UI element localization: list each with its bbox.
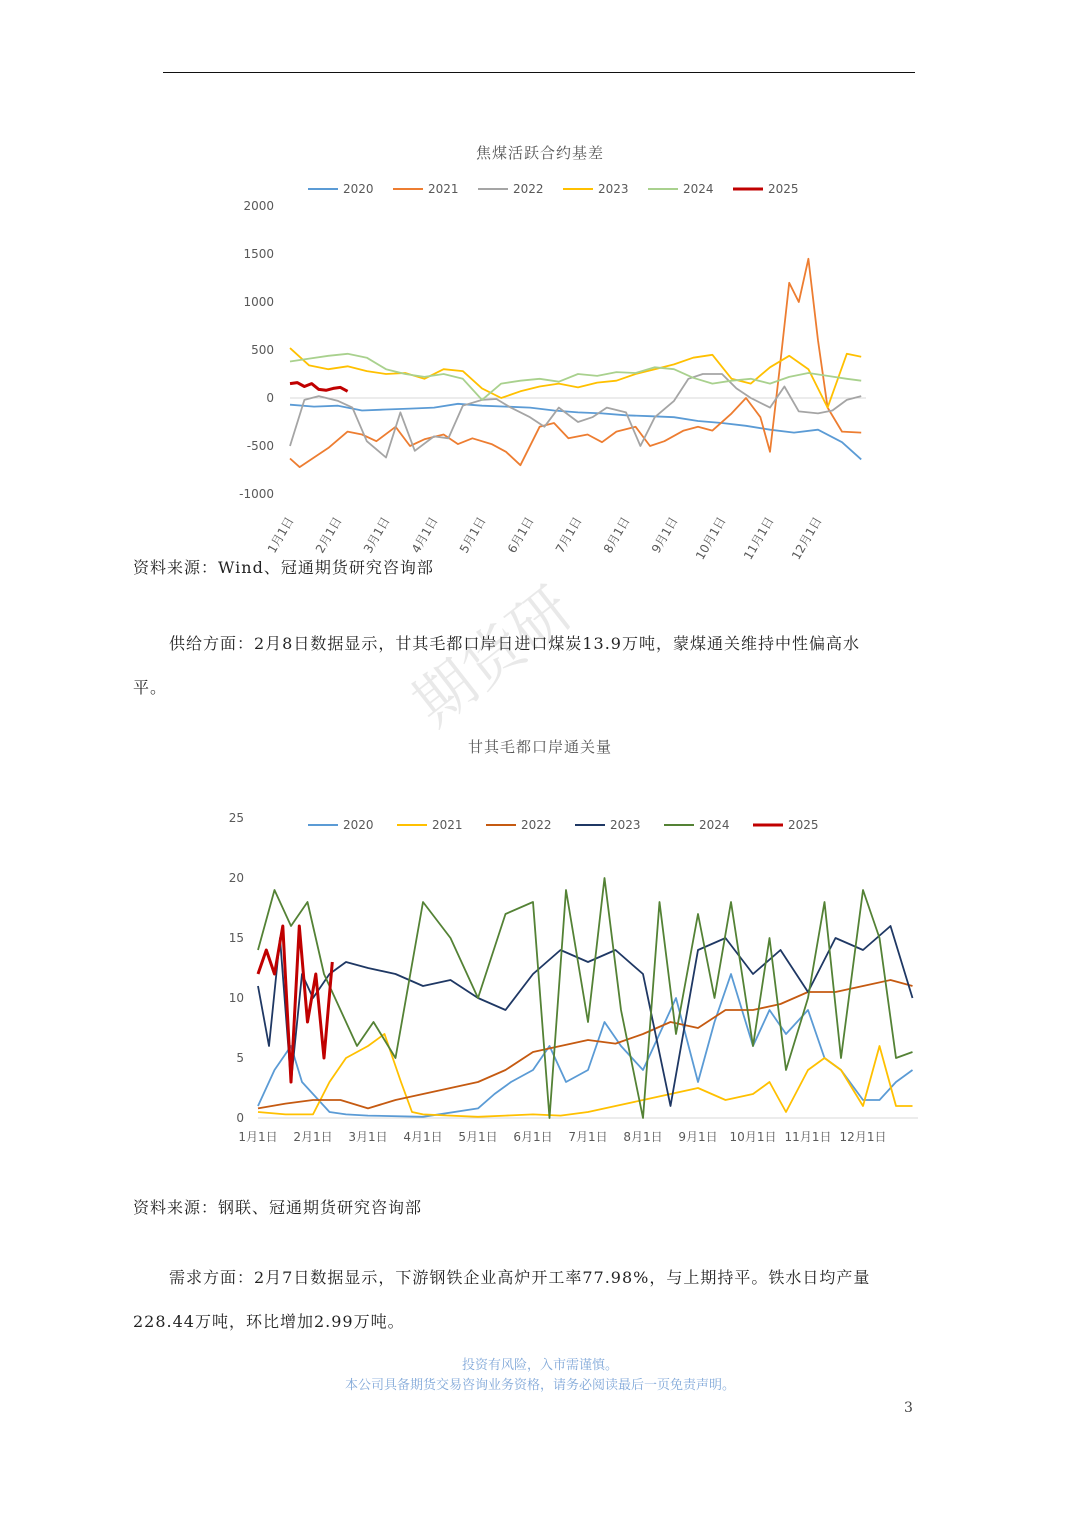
paragraph-demand: 需求方面：2月7日数据显示，下游钢铁企业高炉开工率77.98%，与上期持平。铁水日均产量228.44万吨，环比增加2.99万吨。 [133,1268,871,1331]
chart1-x-tick: 6月1日 [504,514,537,556]
chart1-legend-label-2023: 2023 [598,182,629,196]
chart1-y-tick: 1000 [243,295,274,309]
footer-risk-warning: 投资有风险，入市需谨慎。 [461,1358,618,1373]
chart2-x-tick: 12月1日 [839,1130,887,1144]
chart1-x-tick: 8月1日 [600,514,633,556]
chart2-y-tick: 25 [228,811,244,825]
chart2-y-tick: 10 [228,991,244,1005]
chart2-y-tick: 20 [228,871,244,885]
chart1-y-tick: 0 [266,391,274,405]
chart2-legend-label-2020: 2020 [343,818,374,832]
chart2-legend-label-2025: 2025 [788,818,819,832]
watermark: 期货研 [400,573,586,740]
chart2-y-tick: 15 [228,931,244,945]
chart1-x-tick: 1月1日 [264,514,297,556]
chart2-x-tick: 4月1日 [403,1130,443,1144]
chart1-y-tick: 500 [251,343,274,357]
chart2-legend-label-2022: 2022 [521,818,552,832]
chart2-x-tick: 6月1日 [513,1130,553,1144]
chart2-legend-label-2023: 2023 [610,818,641,832]
chart1-title: 焦煤活跃合约基差 [475,144,604,162]
chart2-x-tick: 9月1日 [678,1130,718,1144]
chart1-y-tick: -1000 [239,487,274,501]
paragraph-supply: 供给方面：2月8日数据显示，甘其毛都口岸日进口煤炭13.9万吨，蒙煤通关维持中性偏高水平。 [133,634,860,697]
chart2-series-2023 [258,926,913,1106]
chart2-y-tick: 0 [236,1111,244,1125]
chart1-x-tick: 12月1日 [789,514,825,563]
chart1-legend-label-2021: 2021 [428,182,459,196]
chart1-legend-label-2025: 2025 [768,182,799,196]
chart2-x-tick: 3月1日 [348,1130,388,1144]
chart2-x-tick: 2月1日 [293,1130,333,1144]
chart1-x-tick: 2月1日 [312,514,345,556]
chart1-legend-label-2022: 2022 [513,182,544,196]
chart2-series-2024 [258,878,913,1118]
chart2-y-tick: 5 [236,1051,244,1065]
chart1-x-tick: 3月1日 [360,514,393,556]
chart2-x-tick: 11月1日 [784,1130,832,1144]
chart2-legend-label-2024: 2024 [699,818,730,832]
chart1-legend-label-2024: 2024 [683,182,714,196]
chart1-legend-label-2020: 2020 [343,182,374,196]
chart2-x-tick: 8月1日 [623,1130,663,1144]
chart1-x-tick: 4月1日 [408,514,441,556]
chart1-x-tick: 5月1日 [456,514,489,556]
chart1-x-tick: 10月1日 [693,514,729,563]
chart1-x-tick: 7月1日 [552,514,585,556]
chart2-x-tick: 5月1日 [458,1130,498,1144]
chart2-title: 甘其毛都口岸通关量 [467,738,612,756]
chart1-x-tick: 9月1日 [648,514,681,556]
page-number: 3 [904,1400,913,1416]
chart2-legend-label-2021: 2021 [432,818,463,832]
chart1-y-tick: 2000 [243,199,274,213]
chart1-y-tick: -500 [246,439,274,453]
source-note-1: 资料来源：Wind、冠通期货研究咨询部 [133,558,434,577]
chart1-y-tick: 1500 [243,247,274,261]
chart1-x-tick: 11月1日 [741,514,777,563]
chart2-x-tick: 1月1日 [238,1130,278,1144]
footer-disclaimer: 本公司具备期货交易咨询业务资格，请务必阅读最后一页免责声明。 [344,1378,735,1393]
chart2-x-tick: 7月1日 [568,1130,608,1144]
chart2-x-tick: 10月1日 [729,1130,777,1144]
source-note-2: 资料来源：钢联、冠通期货研究咨询部 [133,1198,423,1217]
